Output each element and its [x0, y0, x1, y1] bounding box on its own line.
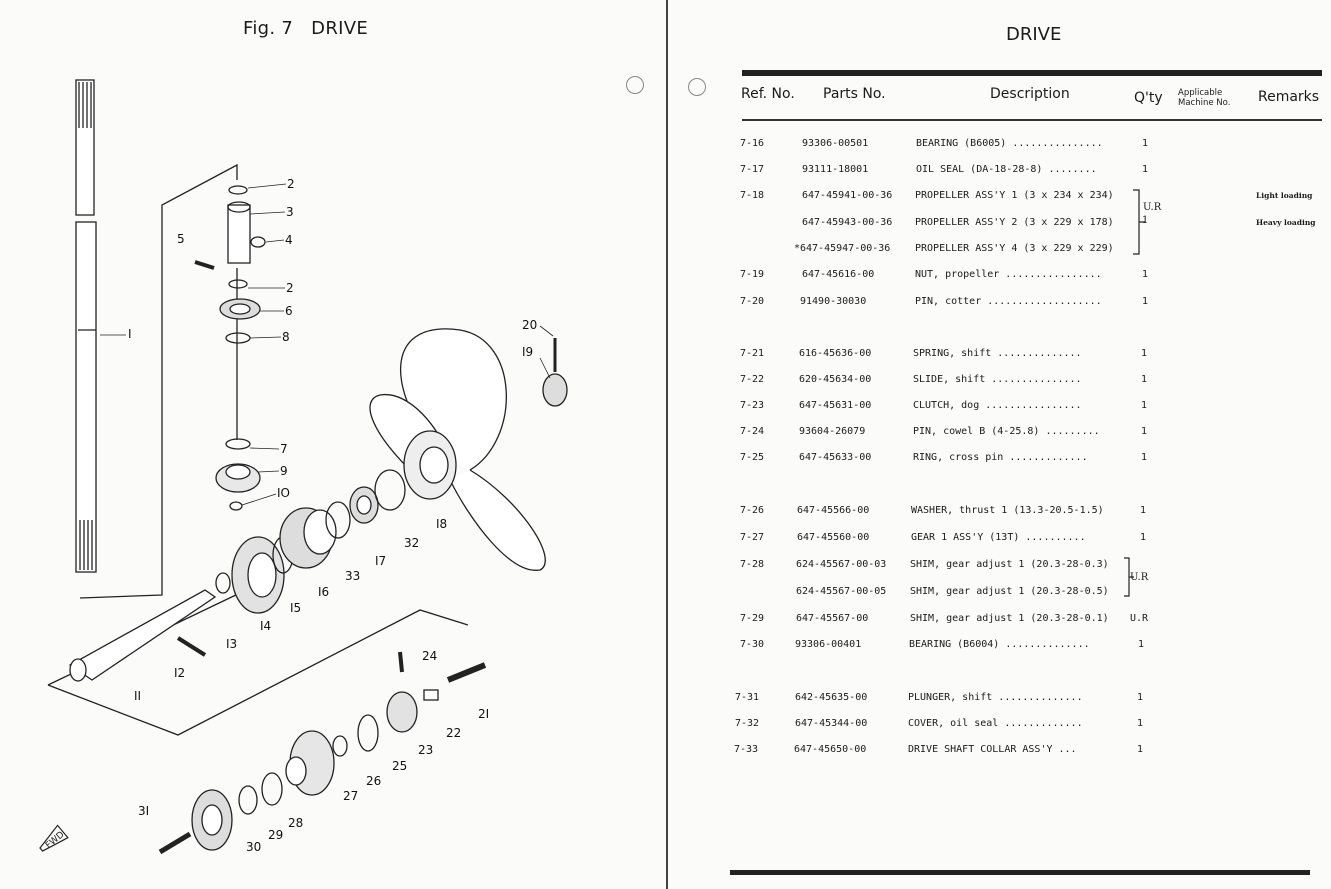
row-desc: SLIDE, shift ...............: [913, 374, 1082, 385]
row-part: 616-45636-00: [799, 348, 872, 359]
row-part: 93111-18001: [802, 164, 869, 175]
header-remarks: Remarks: [1258, 89, 1320, 105]
row-desc: PLUNGER, shift ..............: [908, 692, 1083, 703]
row-ref: 7-22: [740, 374, 765, 385]
propeller-qty-label: 1: [1142, 215, 1149, 226]
callout-17: I7: [375, 554, 387, 568]
row-qty: 1: [1142, 138, 1149, 149]
callout-4: 4: [285, 233, 293, 247]
callout-22: 22: [446, 726, 462, 740]
row-qty: U.R: [1130, 613, 1149, 624]
row-desc: BEARING (B6004) ..............: [909, 639, 1090, 650]
row-part: 647-45560-00: [797, 532, 870, 543]
header-qty: Q'ty: [1134, 90, 1163, 106]
row-part: 647-45566-00: [797, 505, 870, 516]
header-ref: Ref. No.: [741, 86, 795, 102]
row-part: 93306-00501: [802, 138, 869, 149]
row-desc: GEAR 1 ASS'Y (13T) ..........: [911, 532, 1086, 543]
callout-12: I2: [174, 666, 186, 680]
callout-16: I6: [318, 585, 330, 599]
callout-15: I5: [290, 601, 302, 615]
row-ref: 7-29: [740, 613, 765, 624]
callout-26: 26: [366, 774, 382, 788]
row-desc: CLUTCH, dog ................: [913, 400, 1082, 411]
figure-name: DRIVE: [311, 18, 369, 39]
header-rule-bottom: [742, 119, 1322, 121]
propeller-ur-label: U.R: [1143, 202, 1162, 213]
row-desc: SHIM, gear adjust 1 (20.3-28-0.5): [910, 586, 1109, 597]
callout-23: 23: [418, 743, 434, 757]
row-part: 91490-30030: [800, 296, 867, 307]
row-ref: 7-26: [740, 505, 765, 516]
row-qty: 1: [1141, 348, 1148, 359]
row-desc: NUT, propeller ................: [915, 269, 1102, 280]
row-part: 93604-26079: [799, 426, 866, 437]
callout-13: I3: [226, 637, 238, 651]
row-qty: 1: [1141, 452, 1148, 463]
row-ref: 7-20: [740, 296, 765, 307]
punch-hole: [626, 76, 644, 94]
header-applicable-line2: Machine No.: [1178, 98, 1231, 108]
row-part: 93306-00401: [795, 639, 862, 650]
header-description: Description: [990, 86, 1070, 102]
callout-11: II: [134, 689, 142, 703]
row-ref: 7-18: [740, 190, 765, 201]
callout-19: I9: [522, 345, 534, 359]
row-ref: 7-32: [735, 718, 760, 729]
row-remark: Light loading: [1256, 191, 1313, 200]
callout-27: 27: [343, 789, 359, 803]
row-desc: RING, cross pin .............: [913, 452, 1088, 463]
row-ref: 7-31: [735, 692, 760, 703]
callout-14: I4: [260, 619, 272, 633]
row-desc: PROPELLER ASS'Y 2 (3 x 229 x 178): [915, 217, 1114, 228]
row-ref: 7-24: [740, 426, 765, 437]
callout-6: 6: [285, 304, 293, 318]
row-desc: PIN, cotter ...................: [915, 296, 1102, 307]
parts-list-page: [668, 0, 1331, 889]
row-ref: 7-28: [740, 559, 765, 570]
callout-7: 7: [280, 442, 288, 456]
callout-32: 32: [404, 536, 420, 550]
callout-18: I8: [436, 517, 448, 531]
row-qty: 1: [1137, 744, 1144, 755]
row-part: *647-45947-00-36: [794, 243, 891, 254]
row-qty: 1: [1142, 164, 1149, 175]
callout-33: 33: [345, 569, 361, 583]
row-desc: PROPELLER ASS'Y 1 (3 x 234 x 234): [915, 190, 1114, 201]
header-applicable: [1178, 88, 1230, 108]
callout-28: 28: [288, 816, 304, 830]
callout-21: 2I: [478, 707, 490, 721]
row-part: 647-45633-00: [799, 452, 872, 463]
callout-29: 29: [268, 828, 284, 842]
row-qty: 1: [1140, 532, 1147, 543]
row-desc: SHIM, gear adjust 1 (20.3-28-0.3): [910, 559, 1109, 570]
row-desc: BEARING (B6005) ...............: [916, 138, 1103, 149]
row-qty: 1: [1141, 400, 1148, 411]
row-part: 647-45344-00: [795, 718, 868, 729]
callout-9: 9: [280, 464, 288, 478]
callout-25: 25: [392, 759, 408, 773]
row-part: 647-45616-00: [802, 269, 875, 280]
row-desc: SHIM, gear adjust 1 (20.3-28-0.1): [910, 613, 1109, 624]
row-qty: 1: [1141, 426, 1148, 437]
header-applicable-line1: Applicable: [1178, 88, 1223, 98]
drive-shaft: [76, 80, 96, 572]
row-qty: 1: [1137, 692, 1144, 703]
callout-24: 24: [422, 649, 438, 663]
callout-2b: 2: [286, 281, 294, 295]
row-part: 647-45943-00-36: [802, 217, 893, 228]
row-part: 620-45634-00: [799, 374, 872, 385]
callout-20: 20: [522, 318, 538, 332]
row-ref: 7-19: [740, 269, 765, 280]
row-part: 642-45635-00: [795, 692, 868, 703]
callout-30: 30: [246, 840, 262, 854]
row-ref: 7-17: [740, 164, 765, 175]
row-ref: 7-27: [740, 532, 765, 543]
header-rule-top: [742, 70, 1322, 76]
row-part: 647-45941-00-36: [802, 190, 893, 201]
figure-number: Fig. 7: [243, 18, 294, 39]
shim-ur-label: U.R: [1130, 572, 1149, 583]
row-qty: 1: [1138, 639, 1145, 650]
row-desc: SPRING, shift ..............: [913, 348, 1082, 359]
row-desc: WASHER, thrust 1 (13.3-20.5-1.5): [911, 505, 1104, 516]
row-part: 647-45650-00: [794, 744, 867, 755]
row-ref: 7-30: [740, 639, 765, 650]
row-part: 624-45567-00-05: [796, 586, 887, 597]
footer-rule: [730, 870, 1310, 875]
punch-hole: [688, 78, 706, 96]
header-parts: Parts No.: [823, 86, 886, 102]
callout-31: 3I: [138, 804, 150, 818]
row-desc: DRIVE SHAFT COLLAR ASS'Y ...: [908, 744, 1077, 755]
row-ref: 7-33: [734, 744, 759, 755]
row-ref: 7-23: [740, 400, 765, 411]
callout-10: IO: [277, 486, 290, 500]
row-qty: 1: [1141, 374, 1148, 385]
row-desc: PIN, cowel B (4-25.8) .........: [913, 426, 1100, 437]
row-desc: COVER, oil seal .............: [908, 718, 1083, 729]
row-desc: OIL SEAL (DA-18-28-8) ........: [916, 164, 1097, 175]
row-part: 624-45567-00-03: [796, 559, 887, 570]
callout-5: 5: [177, 232, 185, 246]
row-part: 647-45567-00: [796, 613, 869, 624]
row-part: 647-45631-00: [799, 400, 872, 411]
row-qty: 1: [1140, 505, 1147, 516]
fwd-mark: FWD: [43, 829, 67, 852]
row-ref: 7-21: [740, 348, 765, 359]
row-qty: 1: [1137, 718, 1144, 729]
row-ref: 7-16: [740, 138, 765, 149]
row-qty: 1: [1142, 269, 1149, 280]
row-qty: 1: [1142, 296, 1149, 307]
row-desc: PROPELLER ASS'Y 4 (3 x 229 x 229): [915, 243, 1114, 254]
callout-2: 2: [287, 177, 295, 191]
callout-3: 3: [286, 205, 294, 219]
callout-8: 8: [282, 330, 290, 344]
row-ref: 7-25: [740, 452, 765, 463]
callout-1: I: [128, 327, 132, 341]
parts-list-title: DRIVE: [1006, 24, 1062, 45]
row-remark: Heavy loading: [1256, 218, 1316, 227]
